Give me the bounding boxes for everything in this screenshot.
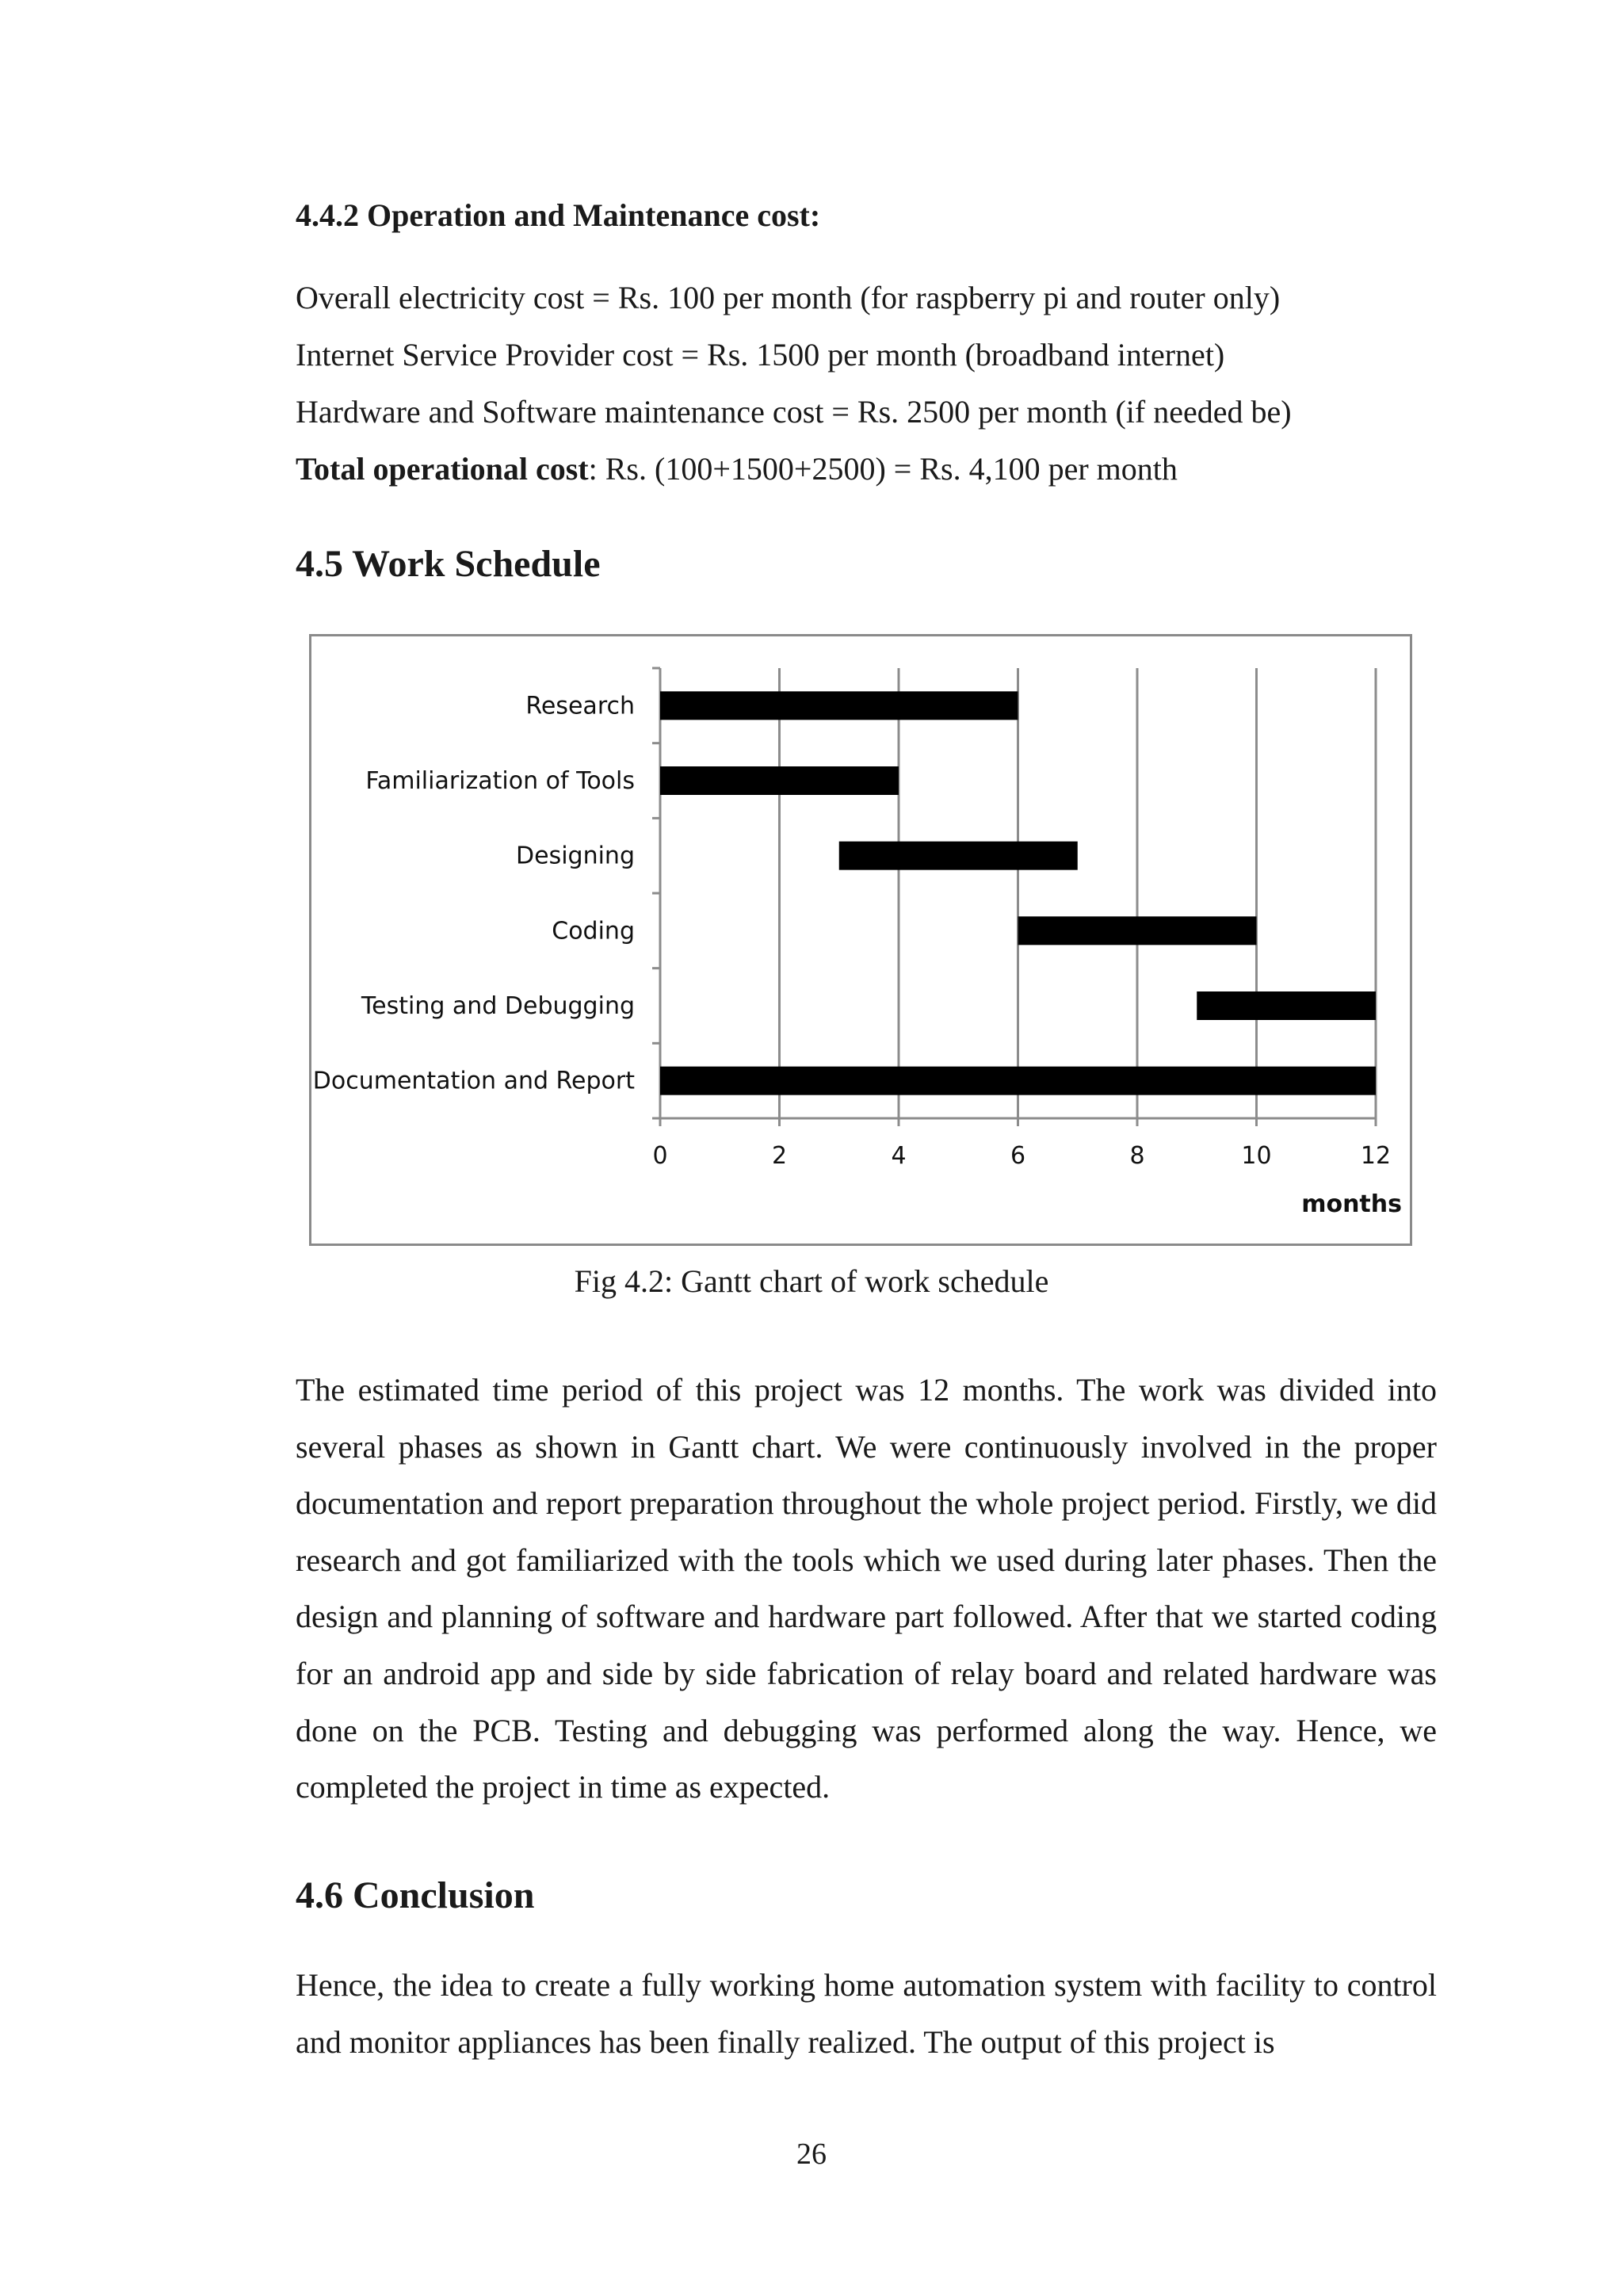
x-tick-label-2: 2 (771, 1142, 788, 1170)
gantt-bar-4 (1197, 991, 1376, 1020)
maintenance-cost-line: Hardware and Software maintenance cost = Rs. 2500 per month (if needed be) (296, 394, 1292, 430)
gantt-bar-2 (839, 842, 1078, 870)
category-label-3: Coding (552, 917, 635, 946)
x-tick-label-4: 4 (891, 1142, 907, 1170)
x-tick-label-10: 10 (1241, 1142, 1272, 1170)
isp-cost-line: Internet Service Provider cost = Rs. 1500 per month (broadband internet) (296, 337, 1225, 372)
gantt-bar-5 (660, 1067, 1376, 1095)
total-cost-line (296, 450, 1178, 487)
gantt-chart (311, 636, 1410, 1244)
category-label-5: Documentation and Report (312, 1067, 635, 1095)
conclusion-paragraph: Hence, the idea to create a fully working home automation system with facility to control and monitor appliances has been finally realized. The output of this project is (296, 1967, 1437, 2060)
total-cost-value: : Rs. (100+1500+2500) = Rs. 4,100 per month (588, 451, 1178, 487)
category-label-1: Familiarization of Tools (365, 767, 635, 795)
gantt-bar-0 (660, 691, 1018, 720)
x-tick-label-12: 12 (1360, 1142, 1392, 1170)
gantt-chart-frame (309, 634, 1412, 1246)
section-heading-45: 4.5 Work Schedule (296, 543, 601, 585)
x-tick-label-0: 0 (652, 1142, 668, 1170)
total-cost-label: Total operational cost (296, 451, 589, 487)
electricity-cost-line: Overall electricity cost = Rs. 100 per month (for raspberry pi and router only) (296, 280, 1281, 315)
category-label-2: Designing (516, 842, 635, 870)
figure-caption: Fig 4.2: Gantt chart of work schedule (574, 1263, 1049, 1299)
category-label-4: Testing and Debugging (361, 992, 635, 1020)
x-tick-label-6: 6 (1010, 1142, 1026, 1170)
page-number: 26 (796, 2137, 827, 2171)
section-heading-46: 4.6 Conclusion (296, 1874, 535, 1916)
work-schedule-paragraph: The estimated time period of this project was 12 months. The work was divided into several phases as shown in Gantt chart. We were continuously involved in the proper documentation and report preparation throughout the whole project period. Firstly, we did research and got familiarized with the tools which we used during later phases. Then the design and planning of software and hardware part followed. After that we started coding for an android app and side by side fabrication of relay board and related hardware was done on the PCB. Testing and debugging was performed along the way. Hence, we completed the project in time as expected. (296, 1372, 1437, 1805)
x-tick-label-8: 8 (1129, 1142, 1145, 1170)
x-axis-title: months (1301, 1190, 1402, 1218)
gantt-bar-3 (1018, 916, 1257, 945)
gantt-bar-1 (660, 766, 899, 795)
section-heading-442: 4.4.2 Operation and Maintenance cost: (296, 197, 821, 233)
category-label-0: Research (525, 692, 635, 720)
